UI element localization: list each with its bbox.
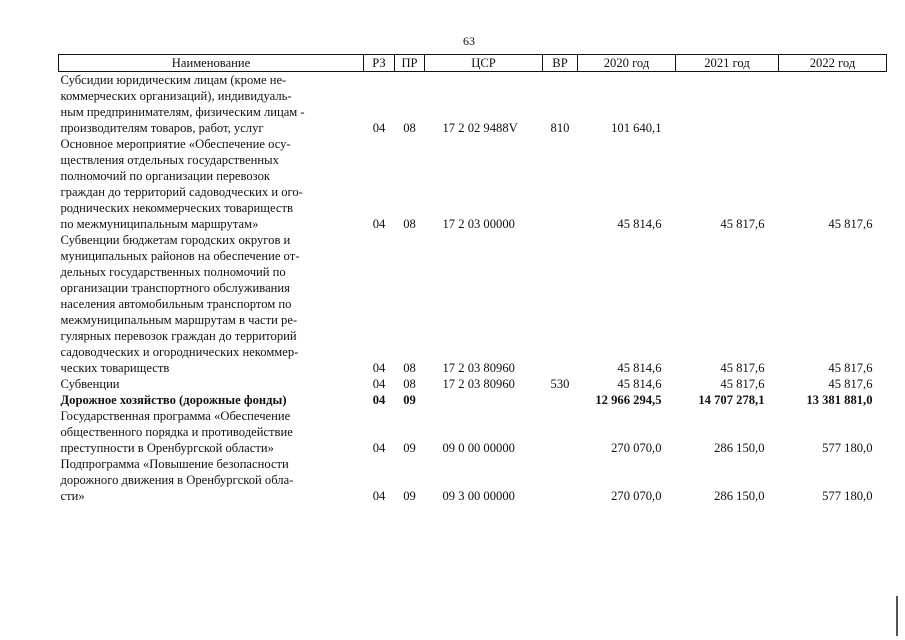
cell-name: Субвенции (60, 377, 120, 391)
table-header-row (59, 55, 887, 72)
page-number: 63 (463, 34, 475, 48)
cell-pr: 09 (403, 489, 416, 503)
cell-2021: 286 150,0 (714, 489, 765, 503)
table-row (59, 136, 887, 232)
cell-csr: 17 2 03 80960 (442, 361, 515, 375)
cell-csr: 09 0 00 00000 (442, 441, 515, 455)
header-vr: ВР (543, 55, 578, 72)
cell-vr: 810 (550, 121, 570, 135)
header-csr: ЦСР (425, 55, 543, 72)
cell-2021: 45 817,6 (720, 217, 765, 231)
cell-vr (543, 136, 578, 232)
cell-2020: 45 814,6 (617, 361, 662, 375)
cell-pr: 08 (403, 361, 416, 375)
header-pr: ПР (395, 55, 425, 72)
cell-pr: 09 (403, 393, 416, 407)
scrollbar[interactable] (896, 596, 898, 636)
cell-2022: 13 381 881,0 (806, 393, 873, 407)
cell-vr (543, 392, 578, 408)
cell-pr: 08 (403, 217, 416, 231)
cell-2020: 270 070,0 (611, 489, 662, 503)
cell-csr: 09 3 00 00000 (442, 489, 515, 503)
cell-name: Подпрограмма «Повышение безопасности дорожного движения в Оренбургской обла- сти» (60, 457, 294, 503)
cell-pr: 09 (403, 441, 416, 455)
cell-2021: 45 817,6 (720, 377, 765, 391)
cell-2020: 45 814,6 (617, 217, 662, 231)
cell-2022: 45 817,6 (828, 361, 873, 375)
cell-rz: 04 (372, 441, 386, 455)
cell-2020: 101 640,1 (611, 121, 662, 135)
cell-name: Дорожное хозяйство (дорожные фонды) (60, 393, 287, 407)
cell-csr (425, 392, 543, 408)
cell-vr (543, 456, 578, 504)
cell-rz: 04 (372, 121, 386, 135)
cell-vr (543, 408, 578, 456)
cell-vr (543, 232, 578, 376)
table-row (59, 456, 887, 504)
header-2021: 2021 год (676, 55, 779, 72)
table-row (59, 376, 887, 392)
cell-csr: 17 2 03 00000 (442, 217, 515, 231)
table-row (59, 408, 887, 456)
cell-2020: 45 814,6 (617, 377, 662, 391)
cell-pr: 08 (403, 377, 416, 391)
header-2022: 2022 год (779, 55, 887, 72)
cell-rz: 04 (372, 217, 386, 231)
cell-csr: 17 2 03 80960 (442, 377, 515, 391)
cell-name: Основное мероприятие «Обеспечение осу- ществления отдельных государственных полномочий по организации перевозок граждан до территорий садоводческих и ого- роднических некоммерческих товариществ по межмуниципальным маршрутам» (60, 137, 303, 231)
cell-2020: 12 966 294,5 (595, 393, 662, 407)
header-2020: 2020 год (578, 55, 676, 72)
cell-2022: 45 817,6 (828, 377, 873, 391)
cell-2020: 270 070,0 (611, 441, 662, 455)
budget-table (58, 54, 887, 504)
cell-2022: 577 180,0 (822, 489, 873, 503)
cell-2022: 577 180,0 (822, 441, 873, 455)
cell-rz: 04 (372, 489, 386, 503)
cell-rz: 04 (372, 377, 386, 391)
table-row (59, 72, 887, 137)
cell-2021: 286 150,0 (714, 441, 765, 455)
cell-2022 (779, 72, 887, 137)
cell-vr: 530 (550, 377, 570, 391)
header-name: Наименование (59, 55, 364, 72)
cell-name: Государственная программа «Обеспечение общественного порядка и противодействие преступности в Оренбургской области» (60, 409, 293, 455)
cell-2021: 14 707 278,1 (698, 393, 765, 407)
cell-name: Субвенции бюджетам городских округов и муниципальных районов на обеспечение от- дельных государственных полномочий по организации транспортного обслуживания населения автомобильным транспортом по межмуниципальным маршрутам в части ре- гулярных перевозок граждан до территорий садоводческих и огороднических некоммер- ческих товариществ (60, 233, 300, 375)
table-row (59, 392, 887, 408)
cell-csr: 17 2 02 9488V (442, 121, 518, 135)
table-row (59, 232, 887, 376)
cell-rz: 04 (372, 393, 386, 407)
cell-rz: 04 (372, 361, 386, 375)
cell-2021: 45 817,6 (720, 361, 765, 375)
cell-2022: 45 817,6 (828, 217, 873, 231)
cell-2021 (676, 72, 779, 137)
cell-name: Субсидии юридическим лицам (кроме не- коммерческих организаций), индивидуаль- ным предпринимателям, физическим лицам - производителям товаров, работ, услуг (60, 73, 305, 135)
header-rz: РЗ (364, 55, 395, 72)
cell-pr: 08 (403, 121, 416, 135)
